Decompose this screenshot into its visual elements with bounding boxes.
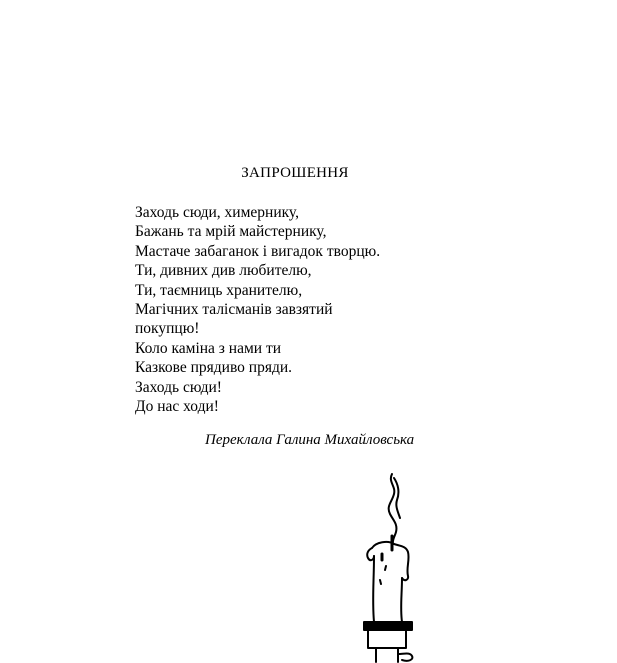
candle-body-left (373, 556, 374, 622)
poem-line: Ти, дивних див любителю, (135, 262, 312, 280)
candle-body-right (401, 578, 402, 622)
poem-line: До нас ходи! (135, 398, 219, 416)
poem-line: Заходь сюди, химернику, (135, 204, 299, 221)
wax-drip-left (367, 548, 374, 560)
poem-title: ЗАПРОШЕННЯ (241, 165, 349, 181)
holder-rim (364, 622, 412, 630)
flame-inner (394, 478, 400, 518)
holder-stem (376, 648, 398, 662)
poem-body (135, 203, 535, 416)
candle-icon (352, 470, 422, 663)
poem-line: Заходь сюди! (135, 378, 222, 396)
poem-line: Казкове прядиво пряди. (135, 359, 293, 377)
poem-line: Магічних талісманів завзятий (135, 301, 333, 319)
poem-line: Ти, таємниць хранителю, (135, 281, 303, 299)
translator-credit-text: Переклала Галина Михайловська (205, 432, 415, 448)
flame (389, 474, 397, 544)
poem-line: покупцю! (135, 320, 200, 338)
poem-line: Бажань та мрій майстернику, (135, 223, 327, 241)
poem-line: Коло каміна з нами ти (135, 339, 282, 357)
candle-top (372, 542, 409, 580)
poem-line: Мастаче забаганок і вигадок творцю. (135, 242, 381, 260)
holder-base (368, 630, 406, 648)
holder-handle (398, 654, 412, 661)
